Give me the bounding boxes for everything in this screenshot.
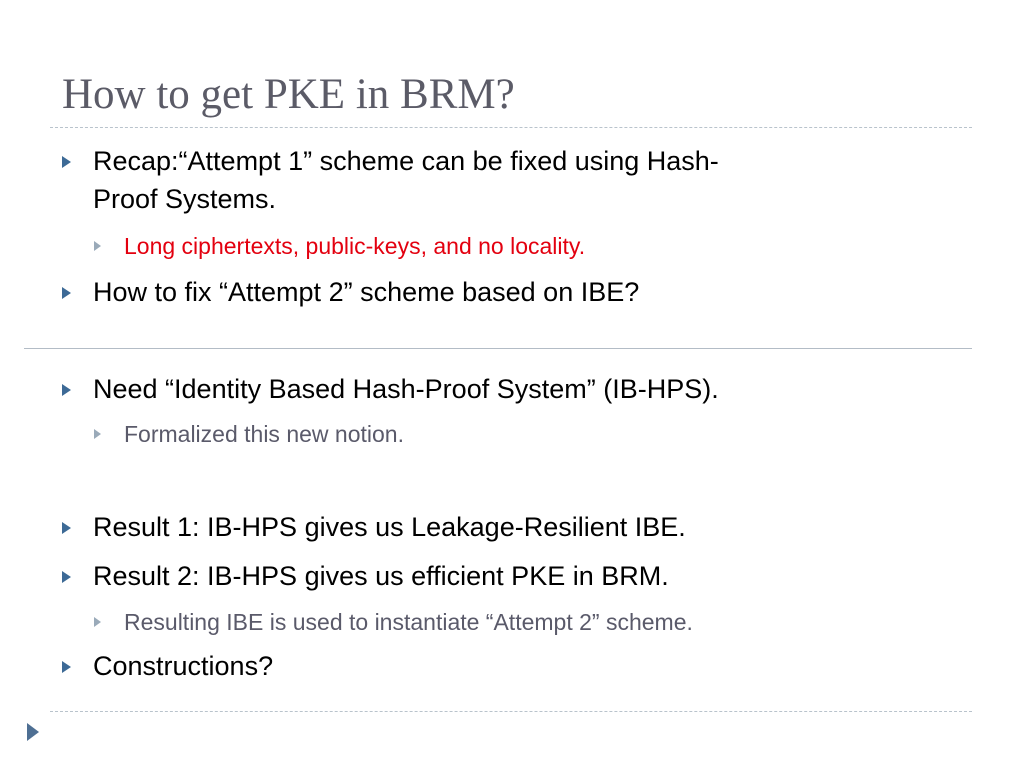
bullet-text: Result 2: IB-HPS gives us efficient PKE in BRM. bbox=[93, 561, 669, 591]
slide-title: How to get PKE in BRM? bbox=[62, 71, 515, 118]
triangle-sub-bullet-icon bbox=[94, 617, 101, 627]
triangle-bullet-icon bbox=[62, 384, 71, 396]
bullet-text: Result 1: IB-HPS gives us Leakage-Resilient IBE. bbox=[93, 512, 686, 542]
bullet-text: Need “Identity Based Hash-Proof System” (IB-HPS). bbox=[93, 374, 719, 404]
bullet-text: How to fix “Attempt 2” scheme based on IBE? bbox=[93, 277, 640, 307]
sub-bullet-text: Formalized this new notion. bbox=[124, 421, 404, 447]
triangle-bullet-icon bbox=[62, 571, 71, 583]
triangle-sub-bullet-icon bbox=[94, 429, 101, 439]
bullet-text: Constructions? bbox=[93, 651, 274, 681]
triangle-sub-bullet-icon bbox=[94, 241, 101, 251]
triangle-bullet-icon bbox=[62, 522, 71, 534]
triangle-bullet-icon bbox=[62, 156, 71, 168]
triangle-bullet-icon bbox=[62, 287, 71, 299]
section-divider bbox=[24, 348, 972, 349]
bullet-text: Recap:“Attempt 1” scheme can be fixed using Hash- bbox=[93, 146, 719, 176]
next-slide-arrow-icon[interactable] bbox=[27, 723, 39, 741]
triangle-bullet-icon bbox=[62, 661, 71, 673]
title-divider bbox=[50, 127, 972, 128]
bullet-text-continuation: Proof Systems. bbox=[93, 184, 277, 214]
sub-bullet-text: Resulting IBE is used to instantiate “Attempt 2” scheme. bbox=[124, 609, 693, 635]
footer-divider bbox=[50, 711, 972, 712]
sub-bullet-text: Long ciphertexts, public-keys, and no locality. bbox=[124, 233, 586, 259]
